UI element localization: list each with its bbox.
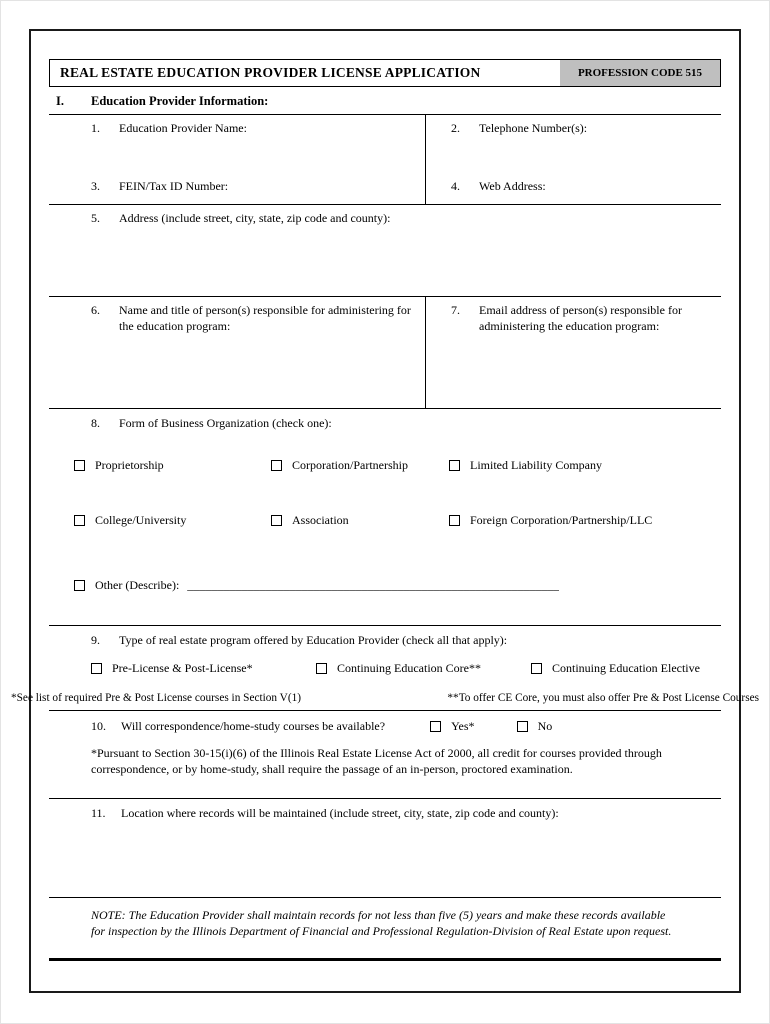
checkbox-limited-liability-company[interactable] [449,460,460,471]
option-foreign-corporation [449,513,721,528]
field-fein [49,179,425,195]
option-pre-post-license [91,661,316,676]
bottom-rule [49,958,721,961]
field-number: 2. [451,121,460,135]
correspondence-options [430,719,552,734]
field-business-org-heading [49,416,721,432]
checkbox-proprietorship[interactable] [74,460,85,471]
section-records-location [49,806,721,898]
cell-item-7 [426,297,721,408]
option-no [517,719,553,734]
checkbox-college-university[interactable] [74,515,85,526]
pursuant-note: *Pursuant to Section 30-15(i)(6) of the Illinois Real Estate License Act of 2000, all credit for courses provided through correspondence, or by home-study, shall require the passage of an in-person, proctored examination. [91,746,662,777]
section-business-organization [49,416,721,626]
checkbox-corporation-partnership[interactable] [271,460,282,471]
option-label: Proprietorship [95,457,164,472]
provider-info-table [11,114,759,961]
option-label: Limited Liability Company [470,457,602,472]
program-types-footnote [11,692,759,704]
section-correspondence [49,719,721,800]
application-form-page [11,29,759,993]
program-type-options-row [49,661,721,676]
option-label: Yes* [451,718,475,733]
field-provider-name [49,121,425,137]
records-retention-note: NOTE: The Education Provider shall maintain records for not less than five (5) years and make these records available for inspection by the Illinois Department of Financial and Professional Regulation-Division of Real Estate upon request. [91,908,672,939]
option-label: No [537,718,553,733]
field-number: 10. [91,718,106,733]
option-limited-liability-company [449,458,721,473]
row-items-6-7 [49,297,721,409]
field-number: 1. [91,121,100,135]
field-number: 4. [451,178,460,193]
field-number: 11. [91,806,106,821]
section-number: I. [56,94,64,108]
field-label: Telephone Number(s): [479,121,588,135]
field-label: Form of Business Organization (check one): [119,416,332,430]
cell-item-6 [49,297,426,408]
option-proprietorship [74,458,271,473]
option-label: Continuing Education Core** [337,660,481,675]
option-association [271,513,449,528]
row-item-5 [49,211,721,297]
business-org-options-row-2 [49,513,721,528]
checkbox-ce-elective[interactable] [531,663,542,674]
footnote-left: *See list of required Pre & Post License courses in Section V(1) [11,691,302,704]
field-correspondence-question [49,719,721,735]
field-label: Will correspondence/home-study courses be available? [121,718,386,733]
field-address [49,211,721,227]
field-web-address [426,179,721,195]
field-label: Address (include street, city, state, zip code and county): [119,211,391,225]
business-org-options-row-1 [49,458,721,473]
option-corporation-partnership [271,458,449,473]
checkbox-ce-core[interactable] [316,663,327,674]
other-label: Other (Describe): [95,577,180,592]
option-label: Foreign Corporation/Partnership/LLC [470,512,653,527]
field-label: Web Address: [479,178,546,193]
field-number: 3. [91,178,100,193]
field-records-location [49,806,721,822]
field-program-types-heading [49,633,721,649]
checkbox-pre-post-license[interactable] [91,663,102,674]
cell-items-1-3 [49,115,426,204]
option-label: Continuing Education Elective [552,660,700,675]
field-label: Email address of person(s) responsible for administering the education program: [479,303,682,333]
footnote-right: **To offer CE Core, you must also offer Pre & Post License Courses [447,691,759,704]
form-header [49,59,721,87]
cell-items-2-4 [426,115,721,204]
row-items-1-4 [49,115,721,205]
checkbox-yes[interactable] [430,721,441,732]
section-program-types [11,633,759,711]
field-number: 5. [91,211,100,225]
option-ce-elective [531,661,721,676]
checkbox-foreign-corporation[interactable] [449,515,460,526]
field-number: 8. [91,416,100,430]
section-title: Education Provider Information: [91,94,269,108]
section-heading [49,94,721,114]
form-title: REAL ESTATE EDUCATION PROVIDER LICENSE APPLICATION [60,65,481,80]
option-label: Association [292,512,349,527]
field-label: Name and title of person(s) responsible for administering for the education program: [119,303,411,333]
field-telephone [426,121,721,137]
option-yes [430,719,474,734]
field-admin-email [426,303,721,334]
checkbox-other[interactable] [74,580,85,591]
field-admin-name-title [49,303,425,334]
checkbox-no[interactable] [517,721,528,732]
profession-code-badge: PROFESSION CODE 515 [560,60,720,86]
option-label: College/University [95,512,187,527]
option-label: Corporation/Partnership [292,457,408,472]
other-describe-blank[interactable]: ______________________________________________________________ [187,577,560,592]
field-label: Type of real estate program offered by Education Provider (check all that apply): [119,633,508,647]
checkbox-association[interactable] [271,515,282,526]
option-label: Pre-License & Post-License* [112,660,253,675]
option-ce-core [316,661,531,676]
field-label: FEIN/Tax ID Number: [119,178,229,193]
field-number: 6. [91,303,100,317]
field-label: Location where records will be maintained (include street, city, state, zip code and county): [121,806,559,821]
option-other [49,578,721,593]
field-number: 7. [451,303,460,317]
field-number: 9. [91,633,100,647]
option-college-university [74,513,271,528]
field-label: Education Provider Name: [119,121,247,135]
